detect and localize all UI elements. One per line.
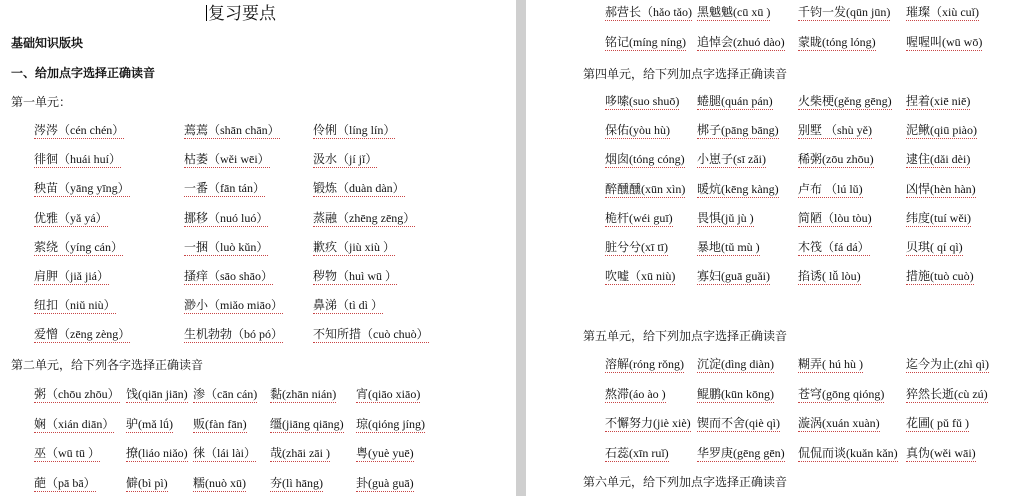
pinyin-item: 秽物（huì wū ）: [313, 269, 398, 283]
pinyin-item: 吹嘘（xū niù): [605, 269, 676, 284]
pinyin-item: 千钧一发(qūn jūn): [798, 5, 891, 19]
pinyin-item: 沉淀(dìng diàn): [697, 357, 774, 371]
pinyin-item: 烟囱(tóng cóng): [605, 152, 685, 167]
pinyin-item: 梆子(pāng bāng): [697, 123, 779, 138]
pinyin-item: 保佑(yòu hù): [605, 123, 670, 138]
pinyin-item: 黏(zhān nián): [270, 387, 337, 401]
page-gap: [516, 0, 526, 496]
pinyin-item: 鼻涕（tì dì ）: [313, 298, 384, 313]
pinyin-item: 萦绕（yíng cán）: [34, 239, 123, 254]
pinyin-item: 追悼会(zhuó dào): [697, 35, 785, 49]
pinyin-item: 贝琪( qí qì): [906, 240, 963, 254]
pinyin-item: 熬滞(áo ào ): [605, 386, 666, 401]
pinyin-item: 逮住(dǎi dèi): [906, 152, 971, 167]
pinyin-item: 猝然长逝(cù zú): [906, 386, 988, 401]
pinyin-item: 纽扣（niǔ niù）: [34, 298, 116, 313]
pinyin-item: 糊弄( hú hù ): [798, 357, 863, 371]
pinyin-item: 璀璨（xiù cuǐ): [906, 5, 979, 19]
pinyin-item: 汲水（jí jǐ）: [313, 152, 378, 167]
pinyin-item: 泥鳅(qiū piào): [906, 123, 977, 138]
pinyin-item: 脏兮兮(xī tī): [605, 240, 668, 254]
pinyin-item: 夯(lì hāng): [270, 476, 323, 491]
pinyin-item: 喔喔叫(wū wō): [906, 35, 983, 49]
pinyin-item: 娴（xián diān）: [34, 416, 115, 431]
pinyin-item: 宵(qiāo xiāo): [356, 387, 421, 401]
pinyin-item: 生机勃勃（bó pó）: [184, 327, 284, 342]
pinyin-item: 徘徊（huái huí）: [34, 152, 121, 167]
pinyin-item: 漩涡(xuán xuàn): [798, 416, 880, 430]
section-heading: 基础知识版块: [11, 36, 84, 50]
right-page: [526, 0, 1024, 496]
pinyin-item: 石蕊(xīn ruǐ): [605, 445, 669, 460]
unit-four-heading: 第四单元，给下列加点字选择正确读音: [583, 67, 788, 81]
pinyin-item: 粥（chōu zhōu）: [34, 387, 120, 401]
pinyin-item: 真伪(wěi wāi): [906, 445, 976, 460]
part-one-heading: 一、给加点字选择正确读音: [11, 66, 156, 80]
pinyin-item: 秧苗（yāng yīng）: [34, 181, 130, 196]
pinyin-item: 火柴梗(gěng gēng): [798, 94, 892, 108]
pinyin-item: 肩胛（jiǎ jiá）: [34, 269, 109, 283]
pinyin-item: 花圃( pǔ fǔ ): [906, 416, 969, 430]
pinyin-item: 华罗庚(gēng gēn): [697, 445, 785, 460]
pinyin-item: 苍穹(gōng qióng): [798, 386, 885, 401]
pinyin-item: 涔涔（cén chén）: [34, 123, 125, 137]
pinyin-item: 挪移（nuó luó）: [184, 210, 269, 225]
pinyin-item: 简陋（lòu tòu): [798, 210, 872, 225]
pinyin-item: 桅杆(wéi guī): [605, 210, 673, 225]
pinyin-item: 粤(yuè yuē): [356, 446, 414, 461]
pinyin-item: 别墅 （shù yě): [798, 123, 872, 138]
pinyin-item: 贩(fàn fān): [193, 416, 247, 431]
pinyin-item: 凶悍(hèn hàn): [906, 181, 976, 196]
pinyin-item: 搔痒（sāo shāo）: [184, 269, 273, 283]
pinyin-item: 溶解(róng rǒng): [605, 357, 684, 371]
pinyin-item: 驴(mǎ lǘ): [126, 416, 173, 431]
pinyin-item: 卦(guà guā): [356, 476, 414, 491]
unit-two-heading: 第二单元，给下列各字选择正确读音: [11, 358, 204, 372]
pinyin-item: 纬度(tuí wěi): [906, 210, 971, 225]
pinyin-item: 畏惧(jǔ jù ): [697, 210, 754, 225]
pinyin-item: 优雅（yǎ yá）: [34, 210, 108, 225]
pinyin-item: 寡妇(guā guǎi): [697, 269, 770, 284]
pinyin-item: 稀粥(zōu zhōu): [798, 152, 874, 167]
unit-one-heading: 第一单元：: [11, 95, 72, 109]
pinyin-item: 蜷腿(quán pán): [697, 94, 773, 108]
pinyin-item: 葩（pā bā）: [34, 476, 96, 491]
pinyin-item: 枯萎（wěi wēi）: [184, 152, 270, 167]
pinyin-item: 蔫蔫（shān chān）: [184, 123, 280, 137]
text-cursor: [206, 5, 207, 21]
pinyin-item: 锲而不舍(qiè qì): [697, 416, 780, 430]
pinyin-item: 哉(zhāi zāi ): [270, 446, 330, 461]
pinyin-item: 卢布 （lú lǔ): [798, 181, 863, 196]
pinyin-item: 哆嗦(suo shuō): [605, 94, 680, 108]
pinyin-item: 掐诱( lǚ lòu): [798, 269, 861, 284]
page-title[interactable]: 复习要点: [208, 4, 276, 24]
unit-five-heading: 第五单元，给下列加点字选择正确读音: [583, 329, 788, 343]
pinyin-item: 渗（cān cán): [193, 387, 258, 401]
pinyin-item: 一捆（luò kǔn）: [184, 239, 269, 254]
pinyin-item: 措施(tuò cuò): [906, 269, 974, 284]
pinyin-item: 锻炼（duàn dàn）: [313, 181, 405, 196]
pinyin-item: 暴地(tǔ mù ): [697, 240, 760, 254]
pinyin-item: 蒸融（zhēng zēng）: [313, 210, 416, 225]
pinyin-item: 巫（wū tū ）: [34, 446, 101, 461]
pinyin-item: 缰(jiāng qiāng): [270, 416, 344, 431]
pinyin-item: 蒙眬(tóng lóng): [798, 35, 876, 49]
pinyin-item: 迄今为止(zhì qì): [906, 357, 989, 371]
pinyin-item: 不知所措（cuò chuò）: [313, 327, 429, 342]
pinyin-item: 一番（fān tán）: [184, 181, 265, 196]
pinyin-item: 小崽子(sī zǎi): [697, 152, 766, 167]
unit-six-heading: 第六单元，给下列加点字选择正确读音: [583, 475, 788, 489]
pinyin-item: 侃侃而谈(kuǎn kǎn): [798, 445, 898, 460]
pinyin-item: 木筏（fá dá）: [798, 240, 870, 254]
pinyin-item: 撩(liáo niǎo): [126, 446, 188, 461]
pinyin-item: 渺小（miǎo miāo）: [184, 298, 283, 313]
pinyin-item: 黑魆魆(cū xū ): [697, 5, 771, 19]
pinyin-item: 徕（lái lài）: [193, 446, 256, 461]
pinyin-item: 郝营长（hǎo tǎo): [605, 5, 692, 19]
pinyin-item: 暖炕(kēng kàng): [697, 181, 779, 196]
pinyin-item: 糯(nuò xū): [193, 476, 246, 491]
pinyin-item: 鲲鹏(kūn kōng): [697, 386, 774, 401]
pinyin-item: 铭记(míng níng): [605, 35, 686, 49]
pinyin-item: 饯(qiān jiān): [126, 387, 188, 401]
pinyin-item: 伶俐（líng lín）: [313, 123, 396, 137]
pinyin-item: 爱憎（zēng zèng）: [34, 327, 131, 342]
pinyin-item: 不懈努力(jiè xiè): [605, 416, 691, 430]
pinyin-item: 琼(qióng jíng): [356, 416, 425, 431]
pinyin-item: 醉醺醺(xūn xìn): [605, 181, 686, 196]
pinyin-item: 捏着(xiē niē): [906, 94, 971, 108]
pinyin-item: 僻(bì pì): [126, 476, 168, 491]
pinyin-item: 歉疚（jiù xiù ）: [313, 239, 396, 254]
